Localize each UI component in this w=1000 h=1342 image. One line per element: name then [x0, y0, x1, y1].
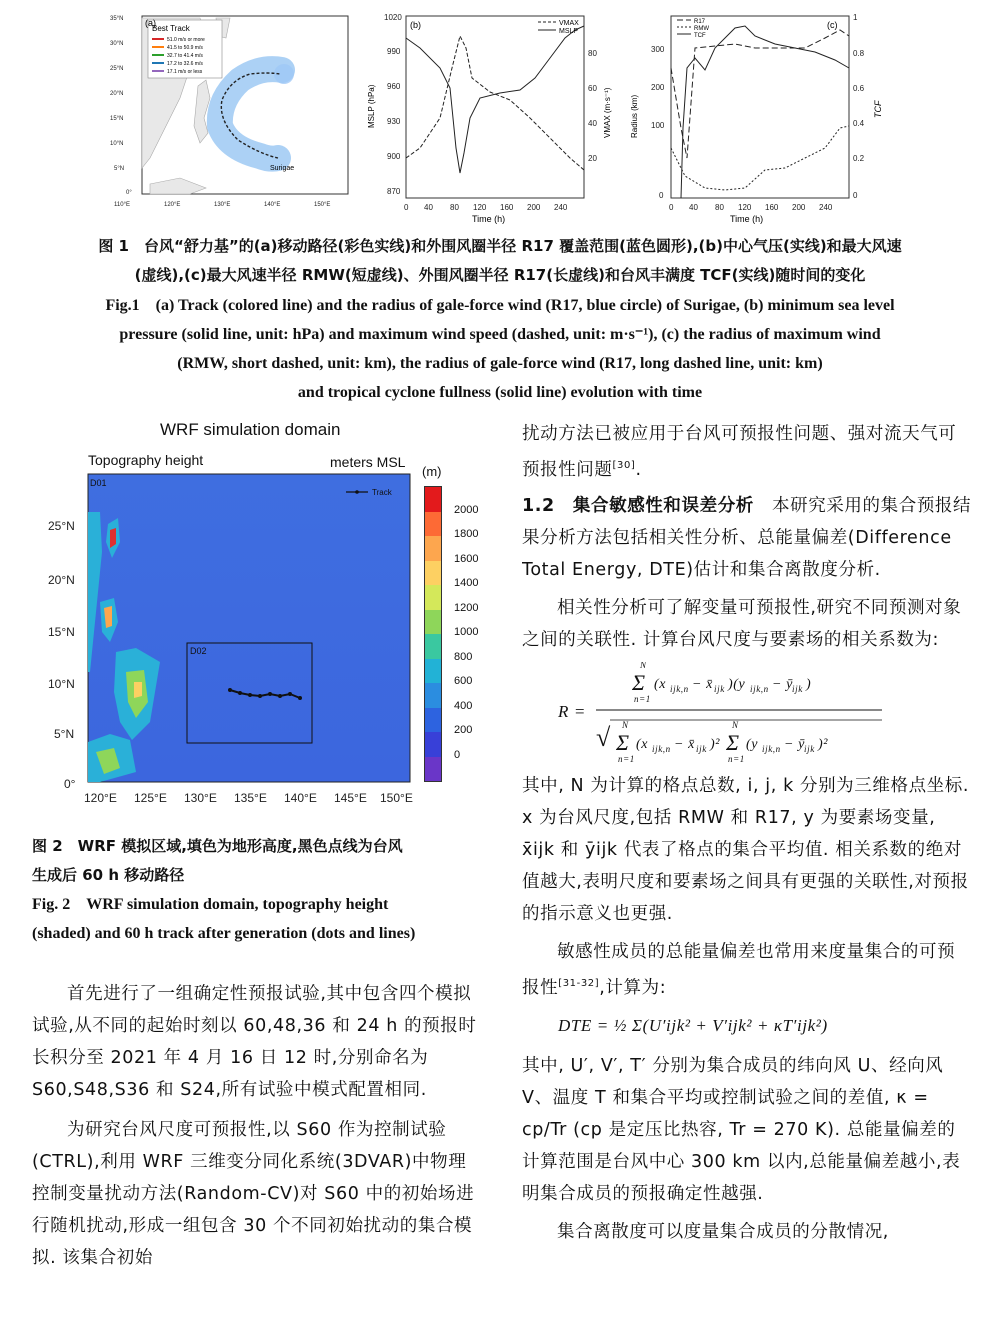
- svg-text:200: 200: [527, 203, 541, 212]
- track-legend-label: Track: [372, 488, 392, 497]
- legend-rmw: RMW: [694, 26, 709, 32]
- svg-text:)(y: )(y: [728, 676, 746, 692]
- svg-text:)²: )²: [818, 736, 829, 752]
- colorbar-segment: [425, 634, 441, 659]
- svg-text:870: 870: [387, 187, 401, 196]
- svg-text:0.4: 0.4: [853, 119, 865, 128]
- paragraph-text: 本研究采用的集合预报结果分析方法包括相关性分析、总能量偏差(Difference Total Energy, DTE)估计和集合离散度分析.: [522, 495, 972, 580]
- x-tick: 130°E: [214, 202, 231, 208]
- y-tick: 5°N: [114, 166, 125, 172]
- colorbar-segment: [425, 561, 441, 586]
- legend-r17: R17: [694, 19, 706, 25]
- storm-label: Surigae: [270, 165, 295, 172]
- y-tick: 20°N: [110, 91, 124, 97]
- legend-box: [148, 20, 222, 78]
- svg-text:− x̄: − x̄: [674, 736, 695, 752]
- colorbar-segment: [425, 708, 441, 733]
- fig2-caption-cn: [32, 832, 482, 890]
- y-tick: 0°: [126, 190, 132, 196]
- x-tick: 120°E: [164, 202, 181, 208]
- svg-text:80: 80: [588, 49, 597, 58]
- svg-text:40: 40: [424, 203, 433, 212]
- svg-text:ijk: ijk: [696, 743, 707, 754]
- svg-text:√: √: [596, 722, 611, 752]
- y-tick: 35°N: [110, 16, 124, 22]
- caption-line: 生成后 60 h 移动路径: [32, 866, 185, 884]
- fig2-figure: [40, 412, 480, 832]
- d02-label: D02: [190, 646, 207, 656]
- paragraph-end: .: [635, 459, 642, 480]
- svg-text:160: 160: [500, 203, 514, 212]
- radius-tcf-plot: [625, 8, 905, 230]
- svg-text:− ȳ: − ȳ: [784, 736, 805, 752]
- svg-text:ijk: ijk: [714, 683, 725, 694]
- svg-text:Σ: Σ: [726, 729, 740, 755]
- svg-text:120: 120: [473, 203, 487, 212]
- y-axis-label-right: TCF: [873, 100, 883, 118]
- y-tick: 30°N: [110, 41, 124, 47]
- fig2-caption-en: [32, 890, 482, 948]
- svg-text:1020: 1020: [384, 13, 402, 22]
- svg-text:240: 240: [554, 203, 568, 212]
- colorbar-ticks: [444, 486, 484, 786]
- legend-item-3: 32.7 to 41.4 m/s: [167, 53, 203, 59]
- svg-text:80: 80: [715, 203, 724, 212]
- fig1-caption-en: [0, 291, 1000, 407]
- x-tick: 150°E: [380, 791, 413, 805]
- colorbar-segment: [425, 487, 441, 512]
- legend-item-4: 17.2 to 32.6 m/s: [167, 61, 203, 67]
- colorbar-tick: 1600: [454, 552, 479, 565]
- svg-text:160: 160: [765, 203, 779, 212]
- x-axis-label: Time (h): [730, 214, 764, 224]
- y-axis-label-right: VMAX (m·s⁻¹): [603, 87, 612, 138]
- y-tick: 25°N: [110, 66, 124, 72]
- y-tick: 10°N: [48, 677, 75, 691]
- paragraph: 其中, U′, V′, T′ 分别为集合成员的纬向风 U、经向风 V、温度 T 和集合平均或控制试验之间的差值, κ = cp/Tr (cp 是定压比热容, Tr = 270 K). 总能量偏差的计算范围是台风中心 300 km 以内,总能量偏差越小,表明集合成员的预报确定性越强.: [522, 1055, 961, 1204]
- x-tick: 135°E: [234, 791, 267, 805]
- svg-text:n=1: n=1: [728, 753, 745, 764]
- y-axis-label-left: Radius (km): [630, 94, 639, 138]
- svg-text:): ): [806, 676, 812, 692]
- left-column-text: [32, 978, 480, 1338]
- right-column-text: [522, 418, 972, 1338]
- svg-text:N: N: [640, 661, 647, 670]
- y-tick: 0°: [64, 777, 76, 791]
- svg-text:n=1: n=1: [618, 753, 635, 764]
- svg-text:)²: )²: [710, 736, 721, 752]
- svg-text:− ȳ: − ȳ: [772, 676, 793, 692]
- caption-line: pressure (solid line, unit: hPa) and maximum wind speed (dashed, unit: m·s⁻¹), (c) the radius of maximum wind: [119, 326, 881, 343]
- svg-text:960: 960: [387, 82, 401, 91]
- caption-line: (虚线),(c)最大风速半径 RMW(短虚线)、外围风圈半径 R17(长虚线)和台风丰满度 TCF(实线)随时间的变化: [134, 266, 866, 284]
- svg-text:ijk,n: ijk,n: [762, 743, 781, 754]
- y-tick: 5°N: [54, 727, 75, 741]
- svg-text:20: 20: [588, 154, 597, 163]
- section-paragraph: [522, 490, 972, 586]
- topography-map: [40, 472, 480, 822]
- svg-text:1: 1: [853, 13, 858, 22]
- colorbar-tick: 2000: [454, 503, 479, 516]
- legend-item-1: 51.0 m/s or more: [167, 37, 205, 43]
- paragraph: 为研究台风尺度可预报性,以 S60 作为控制试验(CTRL),利用 WRF 三维变分同化系统(3DVAR)中物理控制变量扰动方法(Random-CV)对 S60 中的初始场进行随机扰动,形成一组包含 30 个不同初始扰动的集合模拟. 该集合初始: [32, 1120, 475, 1268]
- svg-text:ijk: ijk: [792, 683, 803, 694]
- svg-text:40: 40: [588, 119, 597, 128]
- fig1-panel-b: [360, 8, 630, 230]
- colorbar-segment: [425, 512, 441, 537]
- fig2-subtitle-left: Topography height: [88, 452, 204, 468]
- svg-text:0: 0: [659, 191, 664, 200]
- colorbar-tick: 800: [454, 650, 473, 663]
- lon-ticks: [84, 791, 413, 805]
- paragraph-text: 扰动方法已被应用于台风可预报性问题、强对流天气可预报性问题: [522, 424, 957, 480]
- citation: [30]: [612, 460, 636, 471]
- colorbar-segment: [425, 610, 441, 635]
- colorbar-segment: [425, 732, 441, 757]
- svg-text:Σ: Σ: [616, 729, 630, 755]
- svg-text:ijk: ijk: [804, 743, 815, 754]
- fig2-subtitle-right: meters MSL: [330, 454, 406, 470]
- citation: [31-32]: [558, 977, 600, 989]
- colorbar-segment: [425, 536, 441, 561]
- x-tick: 150°E: [314, 202, 331, 208]
- y-tick: 15°N: [110, 116, 124, 122]
- track-map: [110, 8, 360, 223]
- y-axis-label-left: MSLP (hPa): [367, 84, 376, 128]
- fig1-panel-a: [110, 8, 360, 223]
- svg-text:(x: (x: [636, 736, 649, 752]
- y-tick: 15°N: [48, 625, 75, 639]
- section-heading: 1.2 集合敏感性和误差分析: [522, 495, 754, 516]
- panel-b-label: (b): [410, 20, 421, 30]
- svg-text:0: 0: [853, 191, 858, 200]
- svg-text:0: 0: [404, 203, 409, 212]
- legend-item-5: 17.1 m/s or less: [167, 69, 203, 75]
- d01-label: D01: [90, 478, 107, 488]
- svg-text:900: 900: [387, 152, 401, 161]
- svg-text:120: 120: [738, 203, 752, 212]
- svg-text:100: 100: [651, 121, 665, 130]
- legend-tcf: TCF: [694, 33, 706, 39]
- correlation-formula: [592, 662, 892, 766]
- panel-a-label: (a): [145, 18, 156, 28]
- x-tick: 120°E: [84, 791, 117, 805]
- x-tick: 140°E: [264, 202, 281, 208]
- svg-text:(y: (y: [746, 736, 759, 752]
- colorbar-segment: [425, 659, 441, 684]
- colorbar-segment: [425, 585, 441, 610]
- colorbar: [424, 486, 442, 782]
- colorbar-tick: 1200: [454, 601, 479, 614]
- svg-text:200: 200: [651, 83, 665, 92]
- svg-text:300: 300: [651, 45, 665, 54]
- svg-text:ijk,n: ijk,n: [670, 683, 689, 694]
- paragraph: 其中, N 为计算的格点总数, i, j, k 分别为三维格点坐标. x 为台风尺度,包括 RMW 和 R17, y 为要素场变量, x̄ijk 和 ȳijk 代表了格点的集合平均值. 相关系数的绝对值越大,表明尺度和要素场之间具有更强的关联性,对预报的指示意义也更强.: [522, 775, 970, 924]
- svg-text:− x̄: − x̄: [692, 676, 713, 692]
- fig1-caption-cn: [0, 232, 1000, 290]
- legend-title: Best Track: [152, 24, 190, 33]
- colorbar-tick: 400: [454, 699, 473, 712]
- svg-text:Σ: Σ: [632, 669, 646, 695]
- x-tick: 110°E: [114, 202, 130, 208]
- x-axis-label: Time (h): [472, 214, 506, 224]
- pressure-wind-plot: [360, 8, 630, 230]
- svg-text:n=1: n=1: [634, 693, 651, 704]
- x-tick: 145°E: [334, 791, 367, 805]
- paragraph-text: 敏感性成员的总能量偏差也常用来度量集合的可预报性: [522, 941, 956, 998]
- equation-dte: DTE = ½ Σ(U′ijk² + V′ijk² + κT′ijk²): [558, 1015, 828, 1035]
- colorbar-tick: 600: [454, 675, 473, 687]
- colorbar-unit: (m): [422, 464, 442, 479]
- legend-mslp: MSLP: [559, 28, 579, 35]
- colorbar-segment: [425, 757, 441, 782]
- paragraph: 首先进行了一组确定性预报试验,其中包含四个模拟试验,从不同的起始时刻以 60,48,36 和 24 h 的预报时长积分至 2021 年 4 月 16 日 12 时,分别命名为 S60,S48,S36 和 S24,所有试验中模式配置相同.: [32, 984, 477, 1100]
- caption-line: Fig. 2 WRF simulation domain, topography height: [32, 896, 389, 913]
- svg-text:N: N: [732, 719, 739, 730]
- paragraph: [522, 418, 972, 486]
- colorbar-tick: 0: [454, 748, 461, 761]
- equation-lhs: R =: [558, 701, 586, 721]
- panel-c-label: (c): [827, 20, 838, 30]
- svg-text:0.6: 0.6: [853, 84, 865, 93]
- caption-line: (shaded) and 60 h track after generation (dots and lines): [32, 925, 416, 942]
- caption-line: 图 1 台风“舒力基”的(a)移动路径(彩色实线)和外围风圈半径 R17 覆盖范围(蓝色圆形),(b)中心气压(实线)和最大风速: [98, 237, 902, 255]
- svg-text:ijk,n: ijk,n: [652, 743, 671, 754]
- colorbar-tick: 200: [454, 724, 473, 736]
- svg-text:0.8: 0.8: [853, 49, 865, 58]
- caption-line: (RMW, short dashed, unit: km), the radius of gale-force wind (R17, long dashed line, unit: km): [177, 355, 823, 372]
- paragraph: 集合离散度可以度量集合成员的分散情况,: [557, 1221, 889, 1242]
- y-tick: 10°N: [110, 141, 124, 147]
- caption-line: 图 2 WRF 模拟区域,填色为地形高度,黑色点线为台风: [32, 837, 403, 855]
- y-tick: 20°N: [48, 573, 75, 587]
- paragraph: [522, 936, 972, 1004]
- colorbar-tick: 1400: [454, 577, 479, 589]
- legend-item-2: 41.5 to 50.9 m/s: [167, 45, 203, 51]
- svg-text:ijk,n: ijk,n: [750, 683, 769, 694]
- svg-text:60: 60: [588, 84, 597, 93]
- x-tick: 130°E: [184, 791, 217, 805]
- colorbar-tick: 1800: [454, 528, 479, 540]
- equation-correlation: [522, 662, 972, 766]
- y-tick: 25°N: [48, 519, 75, 533]
- paragraph: 相关性分析可了解变量可预报性,研究不同预测对象之间的关联性. 计算台风尺度与要素场的相关系数为:: [522, 597, 962, 650]
- svg-text:990: 990: [387, 47, 401, 56]
- x-tick: 140°E: [284, 791, 317, 805]
- x-tick: 125°E: [134, 791, 167, 805]
- svg-text:80: 80: [450, 203, 459, 212]
- paragraph-end: ,计算为:: [599, 977, 667, 998]
- svg-text:N: N: [622, 719, 629, 730]
- svg-text:0: 0: [669, 203, 674, 212]
- caption-line: and tropical cyclone fullness (solid line) evolution with time: [297, 384, 703, 401]
- svg-text:200: 200: [792, 203, 806, 212]
- colorbar-segment: [425, 683, 441, 708]
- legend-vmax: VMAX: [559, 20, 579, 27]
- svg-text:930: 930: [387, 117, 401, 126]
- svg-text:0.2: 0.2: [853, 154, 865, 163]
- svg-text:(x: (x: [654, 676, 667, 692]
- lat-ticks: [48, 519, 76, 791]
- caption-line: Fig.1 (a) Track (colored line) and the radius of gale-force wind (R17, blue circle) of Surigae, (b) minimum sea level: [105, 297, 895, 314]
- svg-text:240: 240: [819, 203, 833, 212]
- fig2-title: WRF simulation domain: [160, 420, 341, 439]
- colorbar-tick: 1000: [454, 626, 479, 638]
- svg-text:40: 40: [689, 203, 698, 212]
- fig1-panel-c: [625, 8, 905, 230]
